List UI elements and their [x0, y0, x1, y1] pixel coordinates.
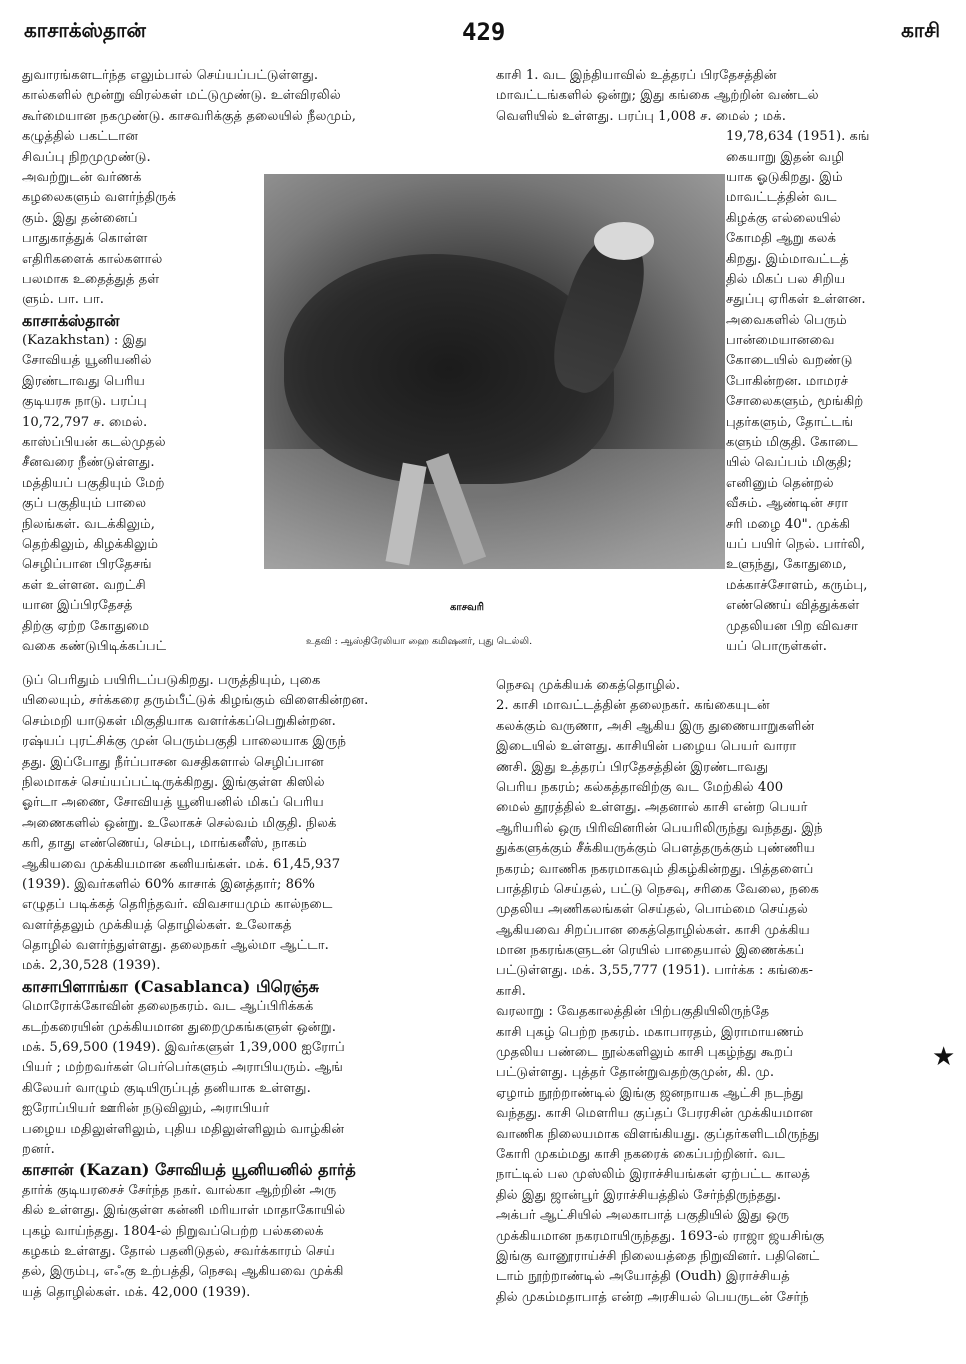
text-line: யான இப்பிரதேசத் — [22, 598, 133, 614]
text-line: நாட்டில் பல முஸ்லிம் இராச்சியங்கள் ஏற்பட்ட காலத் — [496, 1167, 811, 1183]
text-line: காஸ்ப்பியன் கடல்முதல் — [22, 435, 166, 451]
text-line: முதலிய அணிகலங்கள் செய்தல், பொம்மை செய்தல் — [496, 902, 808, 918]
text-line: எழுதப் படிக்கத் தெரிந்தவர். விவசாயமும் கால்நடை — [22, 897, 333, 913]
text-line: கழலைகளும் வளர்ந்திருக் — [22, 190, 177, 206]
text-line: 19,78,634 (1951). கங் — [726, 129, 870, 145]
running-header-right: காசி — [901, 18, 940, 42]
text-line: யில் வெப்பம் மிகுதி; — [726, 455, 852, 471]
text-line: யப் பயிர் நெல். பார்லி, — [726, 536, 866, 552]
text-line: புகழ் வாய்ந்தது. 1804-ல் நிறுவப்பெற்ற பல்கலைக் — [22, 1223, 324, 1239]
cassowary-photo — [264, 174, 725, 569]
text-line: பட்டுள்ளது. புத்தர் தோன்றுவதற்குமுன், கி. மு. — [496, 1065, 775, 1081]
text-line: மக். 5,69,500 (1949). இவர்களுள் 1,39,000 ஐரோப் — [22, 1040, 345, 1056]
text-line: பாத்திரம் செய்தல், பட்டு நெசவு, சரிகை வேலை, நகை — [496, 881, 819, 897]
text-line: நகரம்; வாணிக நகரமாகவும் திகழ்கின்றது. பித்தளைப் — [496, 861, 814, 877]
text-line: கில் உள்ளது. இங்குள்ள கன்னி மரியாள் மாதாகோயில் — [22, 1203, 346, 1219]
text-line: மக்காச்சோளம், கரும்பு, — [726, 577, 868, 593]
text-line: பியர் ; மற்றவர்கள் பெர்பெர்களும் அராபியரும். ஆங் — [22, 1060, 343, 1076]
text-line: முதலிய பண்டை நூல்களிலும் காசி புகழ்ந்து கூறப் — [496, 1045, 793, 1061]
text-line: மாவட்டங்களில் ஒன்று; இது கங்கை ஆற்றின் வண்டல் — [496, 88, 819, 104]
text-line: சிவப்பு நிறமுமுண்டு. — [22, 149, 151, 165]
text-line: பான்மையானவை — [726, 333, 835, 349]
text-line: கிலேயர் வாழும் குடியிருப்புத் தனியாக உள்ளது. — [22, 1080, 311, 1096]
text-line: தில் முகம்மதாபாத் என்ற அரசியல் பெயருடன் சேர்ந் — [496, 1289, 809, 1305]
text-line: துக்களுக்கும் சீக்கியருக்கும் பௌத்தருக்கும் புண்ணிய — [496, 841, 815, 857]
text-line: யாக ஓடுகிறது. இம் — [726, 169, 843, 185]
text-line: (1939). இவர்களில் 60% காசாக் இனத்தார்; 86% — [22, 876, 315, 892]
text-line: ஆகியவை சிறப்பான கைத்தொழில்கள். காசி முக்கிய — [496, 922, 810, 938]
left-column-wide — [22, 671, 482, 1303]
page-number: 429 — [462, 18, 506, 46]
right-column-bottom — [496, 676, 942, 1308]
text-line: கோமதி ஆறு கலக் — [726, 231, 837, 247]
text-line: முதலியன பிற விவசா — [726, 618, 858, 634]
text-line: முக்கியமான நகரமாயிருந்தது. 1693-ல் ராஜா ஜயசிங்கு — [496, 1228, 825, 1244]
text-line: தல், இரும்பு, எஃகு உற்பத்தி, நெசவு ஆகியவை முக்கி — [22, 1264, 344, 1280]
text-line: கூர்மையான நகமுண்டு. காசவரிக்குத் தலையில் நீலமும், — [22, 108, 356, 124]
text-line: யத் தொழில்கள். மக். 42,000 (1939). — [22, 1284, 251, 1300]
text-line: கலக்கும் வருணா, அசி ஆகிய இரு துணையாறுகளின் — [496, 718, 815, 734]
text-line: ணசி. இது உத்தரப் பிரதேசத்தின் இரண்டாவது — [496, 759, 769, 775]
text-line: இங்கு வானூராய்ச்சி நிலையத்தை நிறுவினர். பதினெட் — [496, 1248, 820, 1264]
text-line: பலமாக உதைத்துத் தள் — [22, 271, 160, 287]
text-line: கழகம் உள்ளது. தோல் பதனிடுதல், சவர்க்காரம் செய் — [22, 1243, 335, 1259]
text-line: கால்களில் மூன்று விரல்கள் மட்டுமுண்டு. உள்விரலில் — [22, 88, 341, 104]
text-line: யிலையும், சர்க்கரை தரும்பீட்டுக் கிழங்கும் விளைகின்றன. — [22, 693, 369, 709]
text-line: காசான் (Kazan) சோவியத் யூனியனில் தார்த் — [22, 1160, 356, 1180]
text-line: எண்ணெய் வித்துக்கள் — [726, 598, 860, 614]
text-line: வளர்த்தலும் முக்கியத் தொழில்கள். உலோகத் — [22, 917, 292, 933]
text-line: வாணிக நிலையமாக விளங்கியது. குப்தர்களிடமிருந்து — [496, 1126, 820, 1142]
left-column-narrow — [22, 66, 356, 657]
text-line: (Kazakhstan) : இது — [22, 333, 147, 349]
text-line: அணைகளில் ஒன்று. உலோகச் செல்வம் மிகுதி. நிலக் — [22, 815, 337, 831]
text-line: இடையில் உள்ளது. காசியின் பழைய பெயர் வாரா — [496, 739, 797, 755]
text-line: வகை கண்டுபிடிக்கப்பட் — [22, 638, 167, 654]
text-line: சரி மழை 40". முக்கி — [726, 516, 850, 532]
text-line: மக். 2,30,528 (1939). — [22, 958, 161, 974]
text-line: கும். இது தன்னைப் — [22, 210, 138, 226]
text-line: கையாறு இதன் வழி — [726, 149, 845, 165]
text-line: காசி. — [496, 983, 526, 999]
text-line: கிழக்கு எல்லையில் — [726, 210, 841, 226]
text-line: ளும். பா. பா. — [22, 292, 104, 308]
star-mark: ★ — [932, 1042, 956, 1072]
text-line: தெற்கிலும், கிழக்கிலும் — [22, 536, 159, 552]
text-line: சீனவரை நீண்டுள்ளது. — [22, 455, 155, 471]
text-line: கோடையில் வறண்டு — [726, 353, 853, 369]
text-line: கள் உள்ளன. வறட்சி — [22, 577, 146, 593]
text-line: காசாபிளாங்கா (Casablanca) பிரெஞ்சு — [22, 976, 319, 996]
text-line: உளுந்து, கோதுமை, — [726, 557, 847, 573]
text-line: காசி 1. வட இந்தியாவில் உத்தரப் பிரதேசத்தின் — [496, 68, 777, 83]
text-line: திற்கு ஏற்ற கோதுமை — [22, 618, 150, 634]
text-line: செழிப்பான பிரதேசங் — [22, 557, 152, 573]
text-line: தது. இப்போது நீர்ப்பாசன வசதிகளால் செழிப்பான — [22, 754, 324, 770]
text-line: புதர்களும், தோட்டங் — [726, 414, 854, 430]
text-line: யப் பொருள்கள். — [726, 638, 827, 654]
text-line: வரலாறு : வேதகாலத்தின் பிற்பகுதியிலிருந்தே — [496, 1004, 770, 1020]
text-line: மாவட்டத்தின் வட — [726, 190, 837, 206]
text-line: அக்பர் ஆட்சியில் அலகாபாத் பகுதியில் இது ஒரு — [496, 1208, 790, 1224]
text-line: டாம் நூற்றாண்டில் அயோத்தி (Oudh) இராச்சியத் — [496, 1269, 790, 1285]
text-line: காசி புகழ் பெற்ற நகரம். மகாபாரதம், இராமாயணம் — [496, 1024, 804, 1040]
text-line: குடியரசு நாடு. பரப்பு — [22, 394, 147, 410]
text-line: குப் பகுதியும் பாலை — [22, 496, 147, 512]
text-line: தொழில் வளர்ந்துள்ளது. தலைநகர் ஆல்மா ஆட்டா. — [22, 938, 329, 954]
text-line: வீசும். ஆண்டின் சரா — [726, 496, 849, 512]
text-line: நெசவு முக்கியக் கைத்தொழில். — [496, 678, 681, 693]
text-line: துவாரங்களடர்ந்த எலும்பால் செய்யப்பட்டுள்ளது. — [22, 68, 319, 83]
text-line: மைல் தூரத்தில் உள்ளது. அதனால் காசி என்ற பெயர் — [496, 800, 808, 816]
text-line: றனர். — [22, 1141, 55, 1157]
text-line: நிலங்கள். வடக்கிலும், — [22, 516, 155, 532]
text-line: கழுத்தில் பகட்டான — [22, 129, 138, 145]
text-line: ரஷ்யப் புரட்சிக்கு முன் பெரும்பகுதி பாலையாக இருந் — [22, 734, 347, 750]
text-line: பாதுகாத்துக் கொள்ள — [22, 231, 148, 247]
text-line: இரண்டாவது பெரிய — [22, 373, 145, 389]
text-line: டுப் பெரிதும் பயிரிடப்படுகிறது. பருத்தியும், புகை — [22, 673, 321, 688]
text-line: காசாக்ஸ்தான் — [22, 310, 120, 330]
figure-credit: உதவி : ஆஸ்திரேலியா ஹை கமிஷனர், புது டெல்லி. — [306, 636, 533, 647]
text-line: பழைய மதிலுள்ளிலும், புதிய மதிலுள்ளிலும் வாழ்கின் — [22, 1121, 345, 1137]
photo-bird-head — [594, 222, 654, 260]
text-line: கரி, தாது எண்ணெய், செம்பு, மாங்கனீஸ், நாகம் — [22, 836, 307, 852]
text-line: மொரோக்கோவின் தலைநகரம். வட ஆப்பிரிக்கக் — [22, 999, 314, 1015]
text-line: சதுப்பு ஏரிகள் உள்ளன. — [726, 292, 866, 308]
text-line: அவைகளில் பெரும் — [726, 312, 847, 328]
text-line: சோவியத் யூனியனில் — [22, 353, 152, 369]
figure-caption: காசவரி — [450, 602, 484, 613]
text-line: பெரிய நகரம்; கல்கத்தாவிற்கு வட மேற்கில் 400 — [496, 779, 784, 795]
text-line: செம்மறி யாடுகள் மிகுதியாக வளர்க்கப்பெறுகின்றன. — [22, 713, 336, 729]
text-line: வந்தது. காசி மௌரிய குப்தப் பேரரசின் முக்கியமான — [496, 1106, 813, 1122]
text-line: எதிரிகளைக் கால்களால் — [22, 251, 163, 267]
text-line: ஆரியரில் ஒரு பிரிவினரின் பெயரிலிருந்து வந்தது. இந் — [496, 820, 823, 836]
text-line: வெளியில் உள்ளது. பரப்பு 1,008 ச. மைல் ; மக். — [496, 108, 786, 124]
text-line: களும் மிகுதி. கோடை — [726, 435, 858, 451]
text-line: எனினும் தென்றல் — [726, 475, 834, 491]
text-line: சோலைகளும், மூங்கிற் — [726, 394, 864, 410]
text-line: மத்தியப் பகுதியும் மேற் — [22, 475, 165, 491]
text-line: போகின்றன. மாமரச் — [726, 373, 849, 389]
text-line: ஐரோப்பியர் ஊரின் நடுவிலும், அராபியர் — [22, 1101, 270, 1117]
text-line: 10,72,797 ச. மைல். — [22, 414, 148, 430]
text-line: தில் இது ஜான்பூர் இராச்சியத்தில் சேர்ந்திருந்தது. — [496, 1187, 782, 1203]
text-line: தில் மிகப் பல சிறிய — [726, 271, 846, 287]
text-line: நிலமாகச் செய்யப்பட்டிருக்கிறது. இங்குள்ள கிஸில் — [22, 774, 325, 790]
text-line: கிறது. இம்மாவட்டத் — [726, 251, 849, 267]
text-line: ஆகியவை முக்கியமான கனியங்கள். மக். 61,45,937 — [22, 856, 341, 872]
text-line: கடற்கரையின் முக்கியமான துறைமுகங்களுள் ஒன்று. — [22, 1019, 336, 1035]
text-line: 2. காசி மாவட்டத்தின் தலைநகர். கங்கையுடன் — [496, 698, 770, 714]
text-line: கோரி முகம்மது காசி நகரைக் கைப்பற்றினர். வட — [496, 1146, 786, 1162]
text-line: மான நகரங்களுடன் ரெயில் பாதையால் இணைக்கப் — [496, 943, 805, 959]
text-line: அவற்றுடன் வர்ணக் — [22, 169, 142, 185]
running-header-left: காசாக்ஸ்தான் — [24, 18, 146, 42]
text-line: ஓர்டா அணை, சோவியத் யூனியனில் மிகப் பெரிய — [22, 795, 324, 811]
text-line: தார்க் குடியரசைச் சேர்ந்த நகர். வால்கா ஆற்றின் அரு — [22, 1182, 337, 1198]
text-line: ஏழாம் நூற்றாண்டில் இங்கு ஜனநாயக ஆட்சி நடந்து — [496, 1085, 804, 1101]
text-line: பட்டுள்ளது. மக். 3,55,777 (1951). பார்க்க : கங்கை- — [496, 963, 813, 979]
